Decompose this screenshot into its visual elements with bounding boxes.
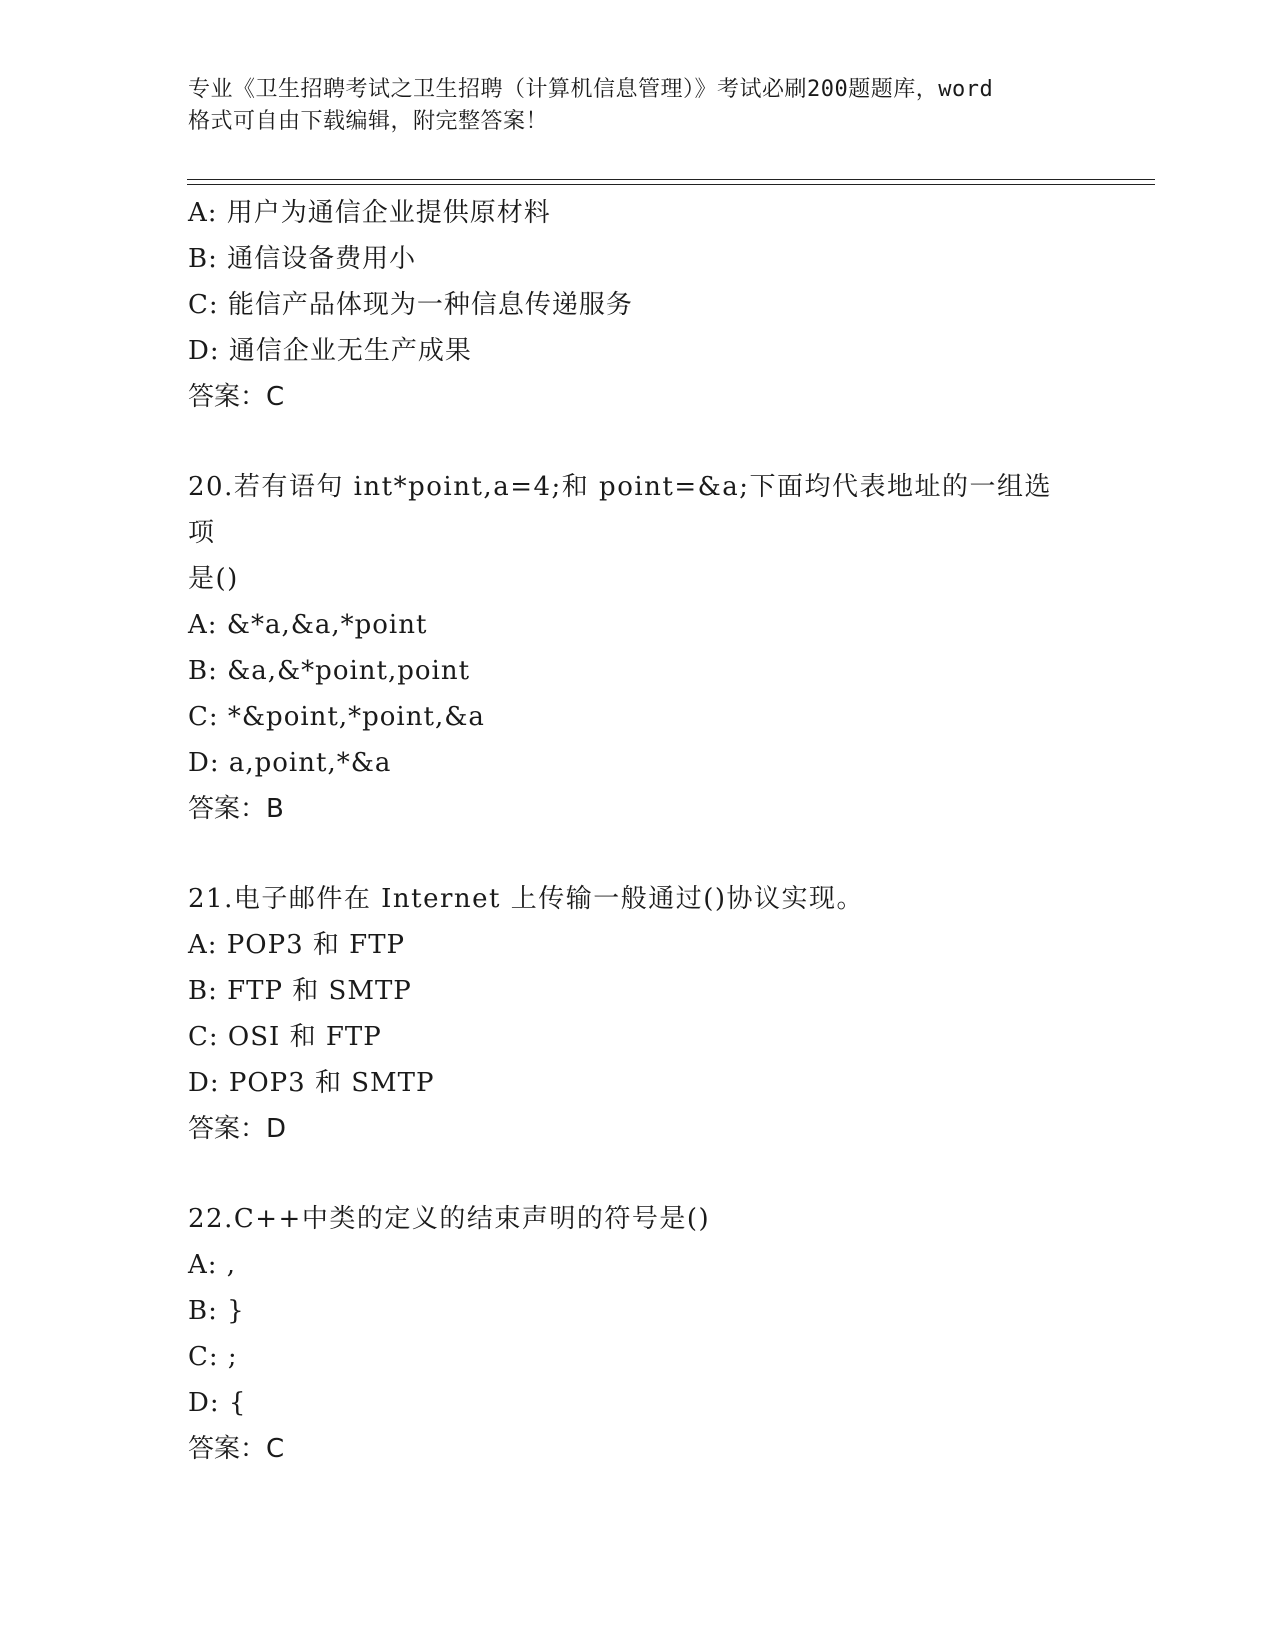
question-text: 21.电子邮件在 Internet 上传输一般通过()协议实现。 <box>188 884 865 914</box>
option-b: B: FTP 和 SMTP <box>188 976 412 1006</box>
option-b: B: } <box>188 1296 245 1326</box>
option-a: A: &*a,&a,*point <box>188 610 428 640</box>
answer: 答案：C <box>188 1434 285 1464</box>
answer: 答案：C <box>188 382 285 412</box>
header-title-line-2: 格式可自由下载编辑，附完整答案！ <box>188 109 549 134</box>
question-21 <box>188 876 1088 1152</box>
question-text <box>188 464 1078 602</box>
option-a: A: , <box>188 1250 237 1280</box>
answer: 答案：B <box>188 794 284 824</box>
question-spacer <box>188 1152 1088 1196</box>
option-c: C: 能信产品体现为一种信息传递服务 <box>188 290 633 320</box>
header-rule-bottom <box>187 184 1155 185</box>
question-text-line-2: 是() <box>188 564 239 594</box>
option-b: B: 通信设备费用小 <box>188 244 417 274</box>
answer: 答案：D <box>188 1114 287 1144</box>
option-a: A: POP3 和 FTP <box>188 930 406 960</box>
question-text-line-1: 20.若有语句 int*point,a=4;和 point=&a;下面均代表地址的一组选项 <box>188 472 1053 548</box>
question-20 <box>188 464 1088 832</box>
option-d: D: { <box>188 1388 247 1418</box>
option-d: D: a,point,*&a <box>188 748 392 778</box>
option-d: D: 通信企业无生产成果 <box>188 336 472 366</box>
header-rule-top <box>187 179 1155 180</box>
header-title-line-1: 专业《卫生招聘考试之卫生招聘（计算机信息管理）》考试必刷200题题库，word <box>188 77 994 102</box>
document-header <box>188 74 1088 138</box>
option-c: C: OSI 和 FTP <box>188 1022 382 1052</box>
option-a: A: 用户为通信企业提供原材料 <box>188 198 551 228</box>
question-text: 22.C++中类的定义的结束声明的符号是() <box>188 1204 711 1234</box>
option-d: D: POP3 和 SMTP <box>188 1068 435 1098</box>
question-list <box>188 190 1088 1472</box>
option-c: C: ; <box>188 1342 238 1372</box>
option-b: B: &a,&*point,point <box>188 656 471 686</box>
question-22 <box>188 1196 1088 1472</box>
question-spacer <box>188 832 1088 876</box>
question-19 <box>188 190 1088 420</box>
question-spacer <box>188 420 1088 464</box>
option-c: C: *&point,*point,&a <box>188 702 485 732</box>
